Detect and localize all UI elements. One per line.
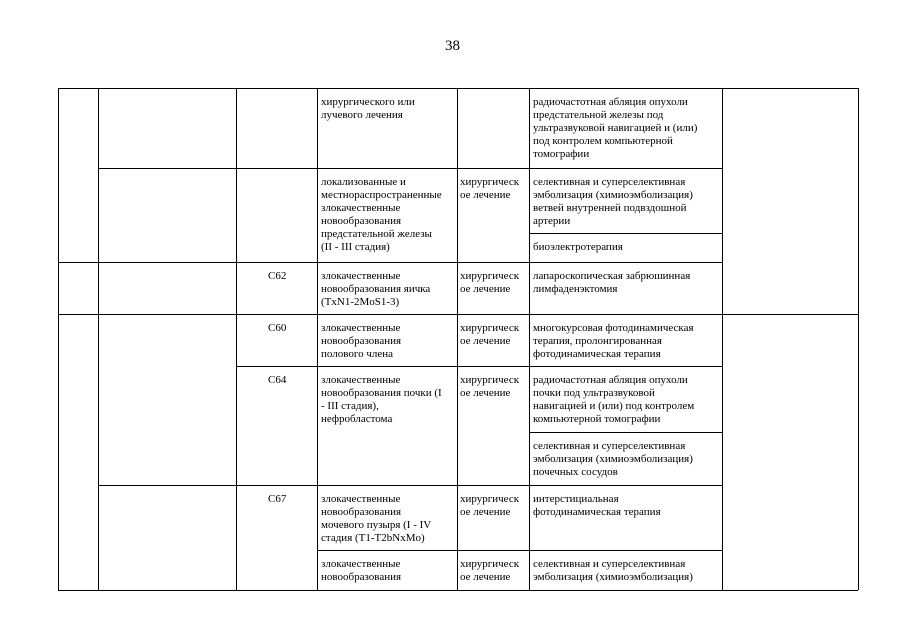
diagnosis-cell: злокачественные новообразования	[321, 558, 402, 583]
table-line	[317, 550, 722, 551]
table-line	[236, 88, 237, 590]
table-line	[98, 485, 722, 486]
treatment-type-cell: хирургическ ое лечение	[460, 493, 520, 518]
icd-code-cell: C60	[268, 322, 287, 334]
table-line	[722, 88, 723, 590]
method-cell: селективная и суперселективная эмболизация (химиоэмболизация)	[533, 558, 693, 583]
diagnosis-cell: хирургического или лучевого лечения	[321, 96, 415, 121]
treatment-type-cell: хирургическ ое лечение	[460, 270, 520, 295]
diagnosis-cell: злокачественные новообразования почки (I - III стадия), нефробластома	[321, 374, 442, 425]
method-cell: радиочастотная абляция опухоли предстательной железы под ультразвуковой навигацией и (или) под контролем компьютерной томографии	[533, 96, 698, 160]
method-cell: лапароскопическая забрюшинная лимфаденэктомия	[533, 270, 691, 295]
treatment-type-cell: хирургическ ое лечение	[460, 322, 520, 347]
icd-code-cell: C64	[268, 374, 287, 386]
table-line	[236, 366, 722, 367]
table-line	[58, 262, 722, 263]
table-line	[529, 88, 530, 590]
diagnosis-cell: злокачественные новообразования яичка (TxN1-2MoS1-3)	[321, 270, 431, 308]
treatment-type-cell: хирургическ ое лечение	[460, 374, 520, 399]
method-cell: интерстициальная фотодинамическая терапия	[533, 493, 661, 518]
table-line	[98, 88, 99, 590]
method-cell: селективная и суперселективная эмболизация (химиоэмболизация) почечных сосудов	[533, 440, 693, 478]
method-cell: биоэлектротерапия	[533, 241, 623, 253]
page-number: 38	[445, 38, 460, 54]
treatment-type-cell: хирургическ ое лечение	[460, 558, 520, 583]
icd-code-cell: C62	[268, 270, 287, 282]
table-line	[858, 88, 859, 590]
diagnosis-cell: злокачественные новообразования мочевого пузыря (I - IV стадия (T1-T2bNxMo)	[321, 493, 432, 544]
method-cell: радиочастотная абляция опухоли почки под ультразвуковой навигацией и (или) под контролем компьютерной томографии	[533, 374, 695, 425]
method-cell: многокурсовая фотодинамическая терапия, пролонгированная фотодинамическая терапия	[533, 322, 694, 360]
table-line	[58, 88, 59, 590]
table-line	[529, 233, 722, 234]
table-line	[58, 314, 858, 315]
table-line	[98, 168, 722, 169]
table-line	[457, 88, 458, 590]
treatment-type-cell: хирургическ ое лечение	[460, 176, 520, 201]
method-cell: селективная и суперселективная эмболизация (химиоэмболизация) ветвей внутренней подвздошной артерии	[533, 176, 693, 227]
diagnosis-cell: злокачественные новообразования полового члена	[321, 322, 402, 360]
table-line	[317, 88, 318, 590]
table-line	[58, 88, 858, 89]
table-line	[58, 590, 858, 591]
table-line	[529, 432, 722, 433]
icd-code-cell: C67	[268, 493, 287, 505]
diagnosis-cell: локализованные и местнораспространенные злокачественные новообразования предстательной железы (II - III стадия)	[321, 176, 442, 253]
